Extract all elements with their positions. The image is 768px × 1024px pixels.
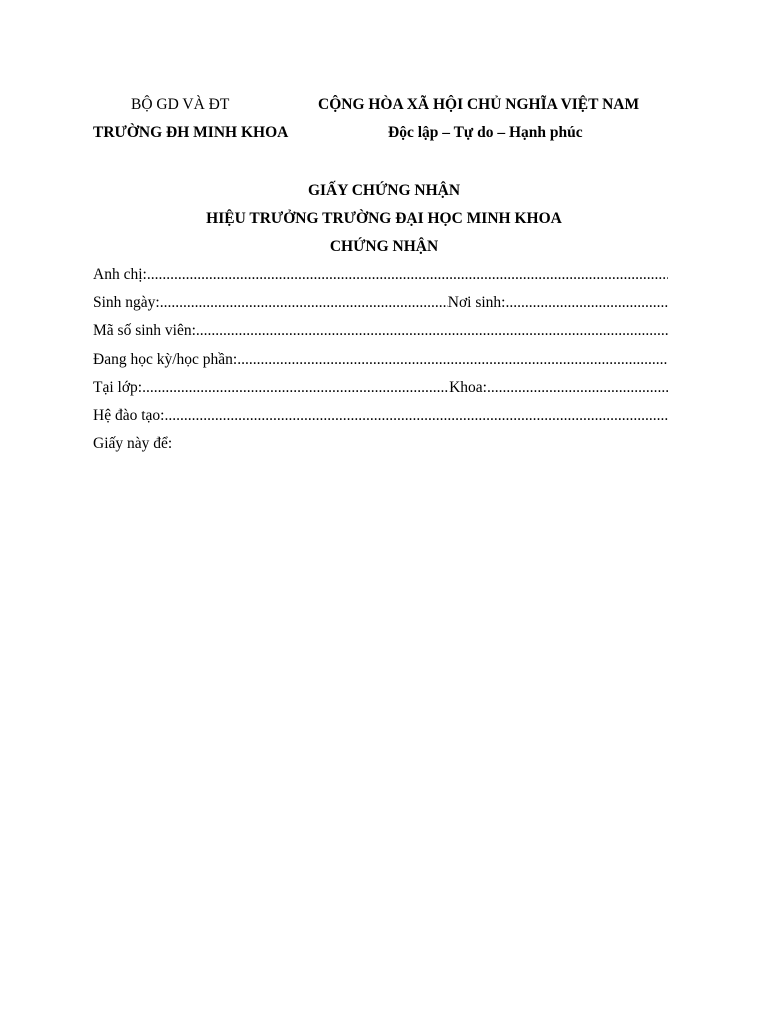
training-blank bbox=[164, 408, 668, 424]
class-faculty-field bbox=[93, 380, 668, 396]
name-field bbox=[93, 267, 668, 283]
student-id-field bbox=[93, 323, 668, 339]
ministry-name: BỘ GD VÀ ĐT bbox=[131, 96, 230, 113]
purpose-label: Giấy này để: bbox=[93, 435, 173, 452]
faculty-label: Khoa: bbox=[449, 380, 487, 396]
class-blank bbox=[142, 380, 449, 396]
dob-birthplace-field bbox=[93, 295, 668, 311]
semester-blank bbox=[237, 352, 668, 368]
certify-heading: CHỨNG NHẬN bbox=[329, 238, 439, 255]
student-id-blank bbox=[196, 323, 668, 339]
faculty-blank bbox=[487, 380, 668, 396]
semester-label: Đang học kỳ/học phần: bbox=[93, 352, 238, 368]
birthplace-label: Nơi sinh: bbox=[447, 295, 506, 311]
training-field bbox=[93, 408, 668, 424]
semester-field bbox=[93, 352, 668, 368]
dob-label: Sinh ngày: bbox=[93, 295, 160, 311]
national-motto: Độc lập – Tự do – Hạnh phúc bbox=[388, 124, 583, 141]
republic-name: CỘNG HÒA XÃ HỘI CHỦ NGHĨA VIỆT NAM bbox=[318, 96, 640, 113]
dob-blank bbox=[160, 295, 448, 311]
name-blank bbox=[147, 267, 668, 283]
student-id-label: Mã số sinh viên: bbox=[93, 323, 196, 339]
document-title: GIẤY CHỨNG NHẬN bbox=[307, 182, 461, 199]
training-label: Hệ đào tạo: bbox=[93, 408, 165, 424]
class-label: Tại lớp: bbox=[93, 380, 143, 396]
name-label: Anh chị: bbox=[93, 267, 147, 283]
birthplace-blank bbox=[505, 295, 668, 311]
school-name: TRƯỜNG ĐH MINH KHOA bbox=[93, 124, 289, 141]
issuer-line: HIỆU TRƯỞNG TRƯỜNG ĐẠI HỌC MINH KHOA bbox=[206, 210, 562, 227]
